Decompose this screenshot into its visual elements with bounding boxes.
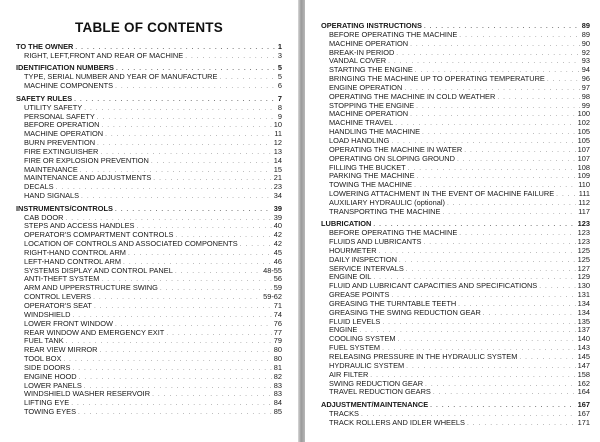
toc-entry[interactable] [321, 318, 590, 327]
toc-entry-label: FLUID LEVELS [329, 316, 381, 326]
toc-entry-label: SAFETY RULES [16, 93, 73, 103]
toc-entry-label: ENGINE OPERATION [329, 82, 403, 92]
dot-leader [97, 114, 276, 123]
toc-page-number: 90 [581, 38, 590, 48]
toc-entry-label: OPERATOR'S COMPARTMENT CONTROLS [24, 230, 174, 240]
toc-page-number: 145 [577, 352, 590, 362]
toc-page-number: 21 [273, 173, 282, 183]
toc-page-number: 127 [577, 263, 590, 273]
toc-page-number: 111 [578, 189, 590, 199]
toc-left [16, 43, 282, 421]
toc-entry-label: IDENTIFICATION NUMBERS [16, 63, 114, 73]
toc-entry-label: TO THE OWNER [16, 42, 74, 51]
toc-entry-label: MACHINE OPERATION [329, 109, 409, 119]
toc-entry-label: GREASE POINTS [329, 290, 390, 300]
toc-page-number: 107 [577, 153, 590, 163]
toc-page-number: 46 [273, 256, 282, 266]
toc-entry-label: TOWING EYES [24, 407, 77, 417]
toc-page-number: 164 [577, 387, 590, 397]
toc-entry-label: REAR WINDOW AND EMERGENCY EXIT [24, 327, 165, 337]
toc-entry-label: MACHINE OPERATION [329, 38, 409, 48]
toc-entry-label: LOWER FRONT WINDOW [24, 318, 113, 328]
dot-leader [410, 41, 580, 50]
toc-entry[interactable] [16, 192, 282, 201]
toc-entry-label: LUBRICATION [321, 219, 372, 229]
toc-section [321, 401, 590, 428]
toc-page-number: 123 [577, 237, 590, 247]
toc-section [16, 64, 282, 91]
toc-entry-label: BRINGING THE MACHINE UP TO OPERATING TEMPERATURE [329, 74, 545, 84]
toc-entry-label: RIGHT, LEFT,FRONT AND REAR OF MACHINE [24, 50, 184, 60]
dot-leader [399, 257, 576, 266]
toc-page-number: 143 [577, 343, 590, 353]
toc-entry[interactable] [16, 82, 282, 91]
toc-page-number: 129 [577, 272, 590, 282]
toc-page-number: 11 [274, 129, 282, 139]
toc-entry-label: RIGHT-HAND CONTROL ARM [24, 247, 126, 257]
right-page [305, 0, 600, 442]
toc-page-number: 10 [273, 120, 282, 130]
dot-leader [152, 391, 272, 400]
toc-page-number: 123 [577, 219, 590, 229]
dot-leader [464, 147, 575, 156]
toc-section [321, 220, 590, 397]
toc-entry-label: FIRE EXTINGUISHER [24, 146, 99, 156]
toc-entry-label: HOURMETER [329, 245, 377, 255]
dot-leader [422, 129, 576, 138]
toc-entry-label: PERSONAL SAFETY [24, 111, 95, 121]
dot-leader [457, 156, 576, 165]
dot-leader [63, 356, 271, 365]
dot-leader [71, 400, 272, 409]
toc-page-number: 74 [273, 309, 282, 319]
toc-entry-label: LIFTING EYE [24, 398, 70, 408]
toc-entry-label: SERVICE INTERVALS [329, 263, 404, 273]
dot-leader [56, 184, 272, 193]
toc-page-number: 59 [273, 283, 282, 293]
toc-entry-label: DECALS [24, 182, 54, 192]
toc-page-number: 107 [577, 144, 590, 154]
toc-entry-label: FLUIDS AND LUBRICANTS [329, 237, 422, 247]
toc-page-number: 147 [577, 360, 590, 370]
dot-leader [81, 193, 272, 202]
toc-entry-label: STEPS AND ACCESS HANDLES [24, 221, 135, 231]
dot-leader [388, 58, 580, 67]
toc-page-number: 83 [273, 389, 282, 399]
dot-leader [78, 409, 272, 418]
dot-leader [539, 283, 575, 292]
toc-entry-label: MAINTENANCE AND ADJUSTMENTS [24, 173, 152, 183]
toc-page-number: 14 [273, 155, 282, 165]
toc-entry-label: FUEL TANK [24, 336, 64, 346]
dot-leader [97, 140, 272, 149]
toc-page-number: 39 [273, 203, 282, 213]
dot-leader [430, 402, 575, 411]
toc-page-number: 84 [273, 398, 282, 408]
toc-page-number: 100 [577, 109, 590, 119]
dot-leader [395, 120, 575, 129]
dot-leader [160, 285, 272, 294]
dot-leader [423, 239, 575, 248]
toc-page-number: 89 [581, 29, 590, 39]
toc-entry-label: COOLING SYSTEM [329, 334, 396, 344]
toc-page-number: 93 [581, 56, 590, 66]
toc-page-number: 79 [273, 336, 282, 346]
toc-page-number: 134 [577, 307, 590, 317]
toc-page-number: 167 [577, 400, 590, 410]
toc-page-number: 82 [273, 371, 282, 381]
toc-page-number: 39 [273, 212, 282, 222]
toc-entry-label: FLUID AND LUBRICANT CAPACITIES AND SPECIFICATIONS [329, 281, 538, 291]
toc-page-number: 131 [577, 290, 590, 300]
dot-leader [79, 374, 272, 383]
toc-page-number: 105 [577, 135, 590, 145]
toc-page-number: 135 [577, 316, 590, 326]
dot-leader [166, 330, 271, 339]
toc-page-number: 5 [277, 72, 282, 82]
dot-leader [151, 158, 272, 167]
dot-leader [447, 200, 576, 209]
toc-page-number: 80 [273, 345, 282, 355]
dot-leader [433, 389, 576, 398]
toc-entry-label: OPERATING THE MACHINE IN WATER [329, 144, 463, 154]
toc-page-number: 5 [277, 63, 282, 73]
toc-page-number: 56 [273, 274, 282, 284]
toc-entry-label: OPERATING ON SLOPING GROUND [329, 153, 455, 163]
toc-right [321, 22, 590, 431]
toc-page-number: 77 [273, 327, 282, 337]
toc-page-number: 96 [581, 74, 590, 84]
toc-entry-label: TYPE, SERIAL NUMBER AND YEAR OF MANUFACTURE [24, 72, 218, 82]
toc-page-number: 123 [577, 228, 590, 238]
toc-entry-label: CONTROL LEVERS [24, 292, 92, 302]
toc-entry-label: LOWERING ATTACHMENT IN THE EVENT OF MACHINE FAILURE [329, 189, 555, 199]
dot-leader [105, 131, 272, 140]
toc-page-number: 15 [273, 164, 282, 174]
toc-entry-label: SYSTEMS DISPLAY AND CONTROL PANEL [24, 265, 173, 275]
toc-entry-label: HANDLING THE MACHINE [329, 127, 421, 137]
toc-entry-label: CAB DOOR [24, 212, 64, 222]
toc-page-number: 162 [577, 378, 590, 388]
toc-section [16, 95, 282, 201]
toc-entry-label: ARM AND UPPERSTRUCTURE SWING [24, 283, 158, 293]
toc-entry-label: REAR VIEW MIRROR [24, 345, 98, 355]
toc-page-number: 8 [277, 102, 282, 112]
toc-entry-label: LOAD HANDLING [329, 135, 390, 145]
dot-leader [100, 347, 272, 356]
toc-entry[interactable] [16, 174, 282, 183]
dot-leader [185, 53, 276, 62]
toc-entry-label: UTILITY SAFETY [24, 102, 83, 112]
toc-entry-label: MACHINE OPERATION [24, 129, 104, 139]
toc-section-heading[interactable] [321, 401, 590, 410]
toc-page-number: 171 [577, 417, 590, 427]
toc-entry-label: ENGINE OIL [329, 272, 372, 282]
toc-page-number: 158 [577, 369, 590, 379]
toc-page-number: 12 [273, 138, 282, 148]
dot-leader [459, 230, 575, 239]
toc-entry-label: PARKING THE MACHINE [329, 171, 415, 181]
toc-entry-label: MACHINE COMPONENTS [24, 81, 114, 91]
dot-leader [74, 96, 276, 105]
toc-entry-label: TRACKS [329, 408, 359, 418]
toc-page-number: 99 [581, 100, 590, 110]
toc-entry-label: TRAVEL REDUCTION GEARS [329, 387, 431, 397]
dot-leader [406, 266, 576, 275]
toc-entry-label: BEFORE OPERATING THE MACHINE [329, 228, 458, 238]
toc-entry-label: FILLING THE BUCKET [329, 162, 406, 172]
toc-entry-label: WINDSHIELD [24, 309, 71, 319]
toc-page-number: 89 [581, 21, 590, 30]
toc-page-number: 130 [577, 281, 590, 291]
toc-page-number: 76 [273, 318, 282, 328]
dot-leader [416, 103, 580, 112]
toc-page-number: 125 [577, 254, 590, 264]
dot-leader [406, 363, 576, 372]
toc-entry-label: BURN PREVENTION [24, 138, 96, 148]
toc-page-number: 40 [273, 221, 282, 231]
toc-section [16, 43, 282, 61]
toc-entry[interactable] [16, 408, 282, 417]
toc-entry-label: GREASING THE SWING REDUCTION GEAR [329, 307, 481, 317]
toc-entry-label: MACHINE TRAVEL [329, 118, 394, 128]
toc-entry-label: ANTI-THEFT SYSTEM [24, 274, 100, 284]
dot-leader [396, 50, 579, 59]
toc-entry[interactable] [321, 419, 590, 428]
toc-entry[interactable] [321, 208, 590, 217]
dot-leader [408, 165, 576, 174]
toc-page-number: 125 [577, 245, 590, 255]
toc-entry[interactable] [321, 388, 590, 397]
toc-page-number: 42 [273, 230, 282, 240]
dot-leader [72, 365, 271, 374]
toc-page-number: 92 [581, 47, 590, 57]
toc-entry-label: ADJUSTMENT/MAINTENANCE [321, 400, 429, 410]
toc-page-number: 7 [277, 93, 282, 103]
toc-page-number: 9 [277, 111, 282, 121]
toc-entry-label: DAILY INSPECTION [329, 254, 397, 264]
dot-leader [398, 336, 576, 345]
toc-entry-label: ENGINE [329, 325, 358, 335]
dot-leader [519, 354, 575, 363]
toc-page-number: 23 [273, 182, 282, 192]
toc-page-number: 81 [273, 362, 282, 372]
toc-entry-label: STOPPING THE ENGINE [329, 100, 415, 110]
dot-leader [240, 241, 272, 250]
toc-entry-label: SIDE DOORS [24, 362, 71, 372]
toc-page-number: 48-55 [263, 265, 282, 275]
dot-leader [128, 250, 272, 259]
toc-entry-label: TOOL BOX [24, 354, 62, 364]
toc-section [16, 205, 282, 417]
toc-page-number: 94 [581, 65, 590, 75]
toc-entry-label: AIR FILTER [329, 369, 369, 379]
toc-page-number: 134 [577, 298, 590, 308]
toc-entry-label: HAND SIGNALS [24, 191, 80, 201]
dot-leader [497, 94, 579, 103]
toc-section [321, 22, 590, 217]
toc-page-number: 45 [273, 247, 282, 257]
dot-leader [459, 32, 580, 41]
dot-leader [417, 173, 576, 182]
toc-entry-label: BEFORE OPERATION [24, 120, 100, 130]
dot-leader [219, 74, 275, 83]
toc-entry-label: GREASING THE TURNTABLE TEETH [329, 298, 457, 308]
toc-entry-label: OPERATING INSTRUCTIONS [321, 21, 422, 30]
toc-page-number: 85 [273, 407, 282, 417]
toc-page-number: 97 [581, 82, 590, 92]
dot-leader [93, 294, 261, 303]
dot-leader [115, 206, 272, 215]
toc-page-number: 140 [577, 334, 590, 344]
toc-entry-label: ENGINE HOOD [24, 371, 77, 381]
left-page [0, 0, 298, 442]
toc-page-number: 13 [273, 146, 282, 156]
toc-entry-label: TOWING THE MACHINE [329, 180, 413, 190]
toc-entry-label: FIRE OR EXPLOSION PREVENTION [24, 155, 149, 165]
toc-entry-label: TRACK ROLLERS AND IDLER WHEELS [329, 417, 465, 427]
toc-entry-label: LEFT-HAND CONTROL ARM [24, 256, 122, 266]
toc-entry[interactable] [16, 52, 282, 61]
dot-leader [425, 381, 576, 390]
dot-leader [410, 111, 576, 120]
dot-leader [556, 191, 577, 200]
dot-leader [547, 76, 580, 85]
toc-page-number: 102 [577, 118, 590, 128]
toc-entry-label: LOCATION OF CONTROLS AND ASSOCIATED COMPONENTS [24, 239, 238, 249]
toc-page-number: 112 [578, 197, 590, 207]
toc-entry-label: STARTING THE ENGINE [329, 65, 413, 75]
dot-leader [467, 420, 576, 429]
toc-entry-label: BEFORE OPERATING THE MACHINE [329, 29, 458, 39]
toc-entry-label: AUXILIARY HYDRAULIC (optional) [329, 197, 445, 207]
dot-leader [153, 175, 271, 184]
toc-entry-label: FUEL SYSTEM [329, 343, 381, 353]
page-title: TABLE OF CONTENTS [75, 20, 223, 35]
toc-entry-label: TRANSPORTING THE MACHINE [329, 206, 441, 216]
dot-leader [442, 209, 576, 218]
toc-page-number: 1 [277, 42, 282, 51]
toc-page-number: 42 [273, 239, 282, 249]
toc-entry-label: WINDSHIELD WASHER RESERVOIR [24, 389, 151, 399]
toc-page-number: 6 [277, 81, 282, 91]
toc-page-number: 59-62 [263, 292, 282, 302]
page-gutter [298, 0, 305, 442]
toc-page-number: 83 [273, 380, 282, 390]
dot-leader [379, 248, 576, 257]
toc-page-number: 108 [577, 162, 590, 172]
toc-page-number: 3 [277, 50, 282, 60]
dot-leader [94, 303, 272, 312]
toc-page-number: 98 [581, 91, 590, 101]
toc-entry-label: SWING REDUCTION GEAR [329, 378, 424, 388]
toc-page-number: 105 [577, 127, 590, 137]
toc-entry-label: OPERATOR'S SEAT [24, 301, 92, 311]
toc-entry-label: INSTRUMENTS/CONTROLS [16, 203, 113, 213]
toc-page-number: 117 [578, 206, 590, 216]
dot-leader [101, 122, 271, 131]
toc-page-number: 109 [577, 171, 590, 181]
toc-page-number: 71 [273, 301, 282, 311]
dot-leader [483, 310, 576, 319]
toc-entry-label: BREAK-IN PERIOD [329, 47, 395, 57]
dot-leader [115, 83, 276, 92]
toc-entry-label: HYDRAULIC SYSTEM [329, 360, 405, 370]
toc-entry-label: RELEASING PRESSURE IN THE HYDRAULIC SYSTEM [329, 352, 518, 362]
toc-entry-label: LOWER PANELS [24, 380, 82, 390]
toc-entry-label: MAINTENANCE [24, 164, 78, 174]
toc-page-number: 34 [273, 191, 282, 201]
toc-page-number: 110 [578, 180, 590, 190]
toc-page-number: 137 [577, 325, 590, 335]
toc-entry-label: OPERATING THE MACHINE IN COLD WEATHER [329, 91, 496, 101]
dot-leader [84, 105, 276, 114]
dot-leader [175, 268, 261, 277]
toc-page-number: 80 [273, 354, 282, 364]
dot-leader [382, 319, 575, 328]
toc-entry-label: VANDAL COVER [329, 56, 387, 66]
toc-page-number: 167 [577, 408, 590, 418]
